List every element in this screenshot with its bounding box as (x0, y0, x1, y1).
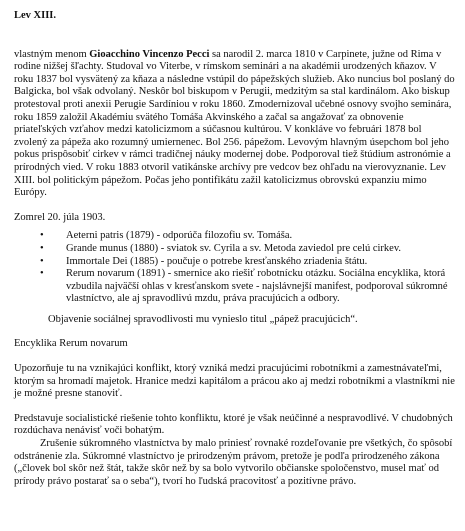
list-item-text: Rerum novarum (1891) - smernice ako riešiť robotnícku otázku. Sociálna encyklika, ktorá vzbudila najväčší ohlas v kresťanskom svete - najslávnejší manifest, podporoval súkromné vlastníctvo, ale aj spravodlivú mzdu, práva pracujúcich a odbory. (66, 268, 448, 305)
spacer (14, 401, 455, 413)
list-item (40, 242, 455, 256)
title-note: Objavenie sociálnej spravodlivosti mu vynieslo titul „pápež pracujúcich“. (48, 313, 358, 325)
paragraph-property: Zrušenie súkromného vlastníctva by malo priniesť rovnaké rozdeľovanie pre všetkých, čo spôsobí odstránenie zla. Súkromné vlastníctvo je prirodzeným právom, pretože je podľa prirodzeného zákona („človek bol skôr než štát, takže skôr než by sa bolo vytvorilo občianske spoločenstvo, musel mať od prírody právo postarať sa o seba“), tvorí ho ľudská pracovitosť a pozitívne právo. (14, 438, 453, 487)
bullet-icon: • (40, 242, 44, 254)
list-item (40, 230, 455, 243)
death-date: Zomrel 20. júla 1903. (14, 211, 106, 223)
bullet-icon: • (40, 255, 44, 267)
list-item-text: Aeterni patris (1879) - odporúča filozofiu sv. Tomáša. (66, 230, 293, 242)
paragraph-socialism: Predstavuje socialistické riešenie tohto konfliktu, ktoré je však neúčinné a nespravodlivé. V chudobných rozdúchava nenávisť voči bohatým. (14, 412, 453, 437)
paragraph-conflict: Upozorňuje tu na vznikajúci konflikt, ktorý vzniká medzi pracujúcimi robotníkmi a zamestnávateľmi, ktorým sa hromadí majetok. Hranice medzi kapitálom a prácou ako aj medzi robotníkmi a vlastníkmi nie je možné presne stanoviť. (14, 363, 455, 400)
encyclical-list (14, 230, 455, 306)
intro-before: vlastným menom (14, 48, 90, 60)
section-title: Encyklika Rerum novarum (14, 338, 128, 350)
spacer (14, 351, 455, 363)
bullet-icon: • (40, 230, 44, 242)
intro-paragraph (14, 49, 455, 200)
bullet-icon: • (40, 268, 44, 280)
intro-after: sa narodil 2. marca 1810 v Carpinete, južne od Rima v rodine nižšej šľachty. Studoval vo Viterbe, v rímskom seminári a na akadémii urodzených kňazov. V roku 1837 bol vysvätený za kňaza a následne vstúpil do pápežských služieb. Ako nuncius bol poslaný do Balgicka, bol však odvolaný. Neskôr bol biskupom v Perugii, medzitým sa stal kardinálom. Ako biskup protestoval proti anexii Perugie Sardíniou v roku 1860. Zmodernizoval učebné osnovy svojho seminára, roku 1859 založil Akadémiu svätého Tomáša Akvinského a začal sa angažovať za obnovenie priateľských vzťahov medzi katolicizmom a súčasnou kultúrou. V konkláve vo februári 1878 bol zvolený za pápeža ako rozumný umiernenec. Bol 256. pápežom. Levovým hlavným úsepchom bol jeho pokus prispôsobiť cirkev v rámci tradičnej náuky modernej dobe. Podporoval tiež štúdium astronómie a prírodných vied. V roku 1883 otvoril vatikánske archívy pre vedcov bez ohľadu na vierovyznanie. Lev XIII. bol politickým pápežom. Počas jeho pontifikátu zažil katolicizmus obrovskú expanziu mimo Európy. (14, 48, 455, 199)
intro-name: Gioacchino Vincenzo Pecci (89, 48, 210, 60)
list-item (40, 268, 455, 306)
list-item-text: Grande munus (1880) - sviatok sv. Cyrila a sv. Metoda zaviedol pre celú cirkev. (66, 242, 402, 254)
spacer (14, 200, 455, 212)
document-title: Lev XIII. (14, 10, 57, 21)
list-item (40, 255, 455, 269)
list-item-text: Immortale Dei (1885) - poučuje o potrebe kresťanského zriadenia štátu. (66, 255, 368, 267)
spacer (14, 23, 455, 49)
